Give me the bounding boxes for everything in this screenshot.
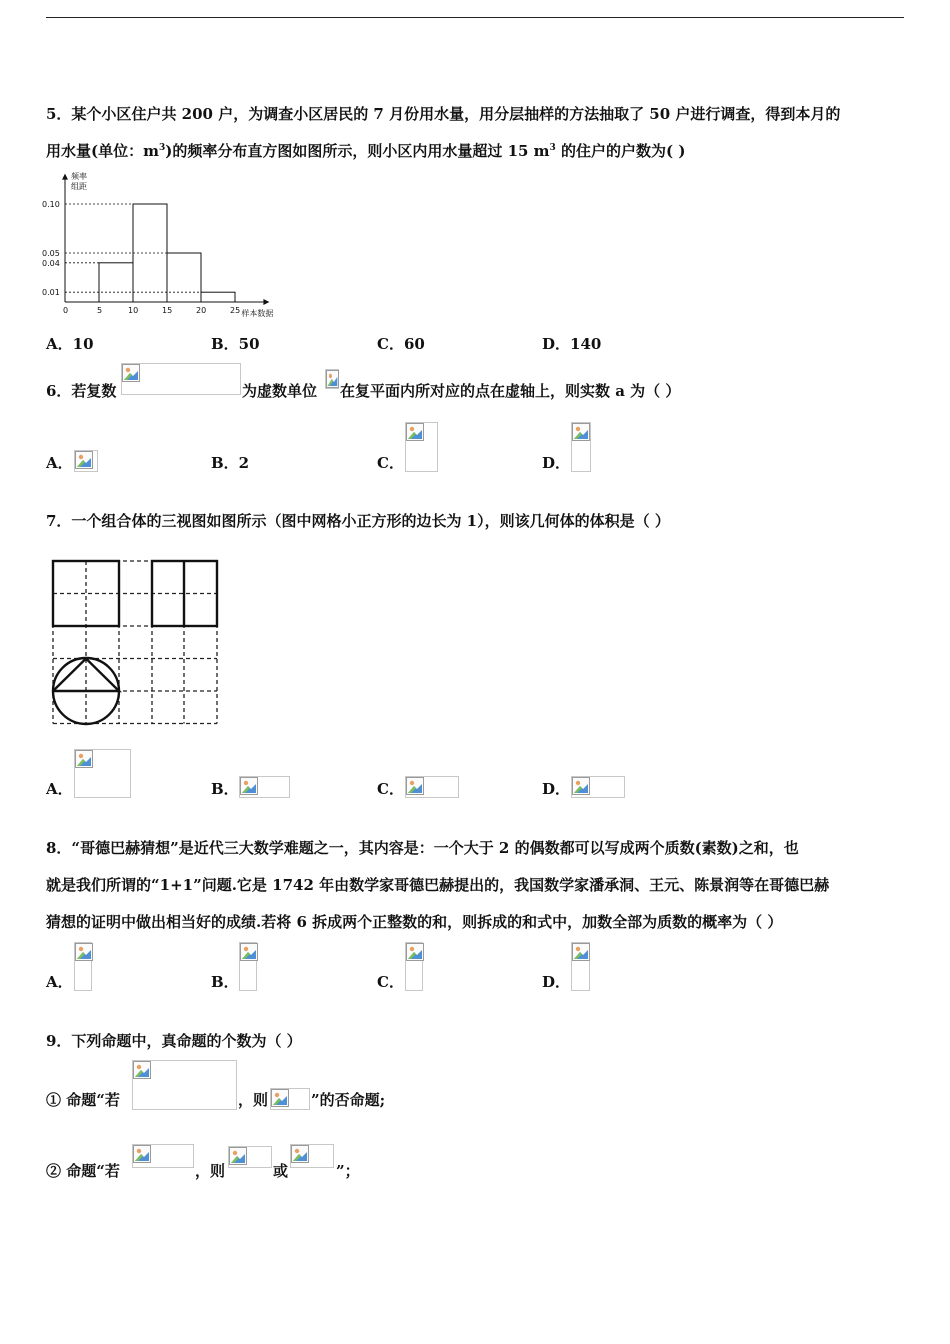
broken-image-icon — [122, 364, 140, 382]
broken-image-icon — [75, 451, 93, 469]
q5-option-a[interactable]: A．10 — [46, 335, 94, 353]
x-tick-label: 5 — [97, 306, 103, 315]
y-axis-label: 频率 — [71, 172, 87, 181]
q6-part3: 在复平面内所对应的点在虚轴上，则实数 a 为（ ） — [340, 382, 681, 400]
broken-image-icon — [133, 1061, 151, 1079]
q9-item2-part-c: 或 — [273, 1162, 289, 1180]
broken-image-icon — [291, 1145, 309, 1163]
q8-line3: 猜想的证明中做出相当好的成绩.若将 6 拆成两个正整数的和，则拆成的和式中，加数全部为质数的概率为（ ） — [46, 913, 783, 931]
x-tick-label: 0 — [63, 306, 69, 315]
broken-image-icon — [406, 423, 424, 441]
broken-image-icon — [572, 423, 590, 441]
q7-option-c-image — [405, 776, 459, 798]
q6-part1: 6．若复数 — [46, 382, 117, 400]
broken-image-icon — [271, 1089, 289, 1107]
q5-option-b[interactable]: B．50 — [211, 335, 260, 353]
q6-complex-number-image — [121, 363, 241, 395]
histogram-bar — [167, 253, 201, 302]
q5-line2-part-c: 的住户的户数为( ) — [555, 142, 686, 160]
histogram-labels — [42, 171, 273, 318]
histogram-bar — [99, 263, 133, 302]
q5-option-c[interactable]: C．60 — [377, 335, 425, 353]
q8-option-a-image — [74, 942, 92, 991]
broken-image-icon — [572, 777, 590, 795]
q6-imaginary-unit-image — [325, 369, 339, 389]
histogram-axes — [62, 174, 269, 305]
q8-option-c[interactable]: C． — [377, 973, 404, 991]
q9-item2-part-b: ，则 — [195, 1162, 226, 1180]
broken-image-icon — [326, 370, 339, 388]
q5-line2 — [46, 140, 685, 161]
q7-option-b-image — [239, 776, 290, 798]
q8-option-d[interactable]: D． — [542, 973, 571, 991]
broken-image-icon — [572, 943, 590, 961]
q8-option-c-image — [405, 942, 423, 991]
y-axis-label: 组距 — [71, 182, 87, 191]
x-axis-label: 样本数据 — [241, 309, 274, 318]
x-tick-label: 25 — [230, 306, 241, 315]
q8-option-b[interactable]: B． — [211, 973, 239, 991]
q8-option-d-image — [571, 942, 590, 991]
q8-option-a[interactable]: A． — [46, 973, 73, 991]
q7-option-b[interactable]: B． — [211, 780, 239, 798]
grid-dashed-lines — [53, 561, 217, 724]
q7-text: 7．一个组合体的三视图如图所示（图中网格小正方形的边长为 1），则该几何体的体积是（ ） — [46, 512, 670, 530]
q5-line2-part-b: )的频率分布直方图如图所示，则小区内用水量超过 15 m — [165, 142, 550, 160]
q9-item2-part-a: ② 命题“若 — [46, 1162, 120, 1180]
q5-line1: 5．某个小区住户共 200 户，为调查小区居民的 7 月份用水量，用分层抽样的方法抽取了 50 户进行调查，得到本月的 — [46, 105, 841, 123]
q8-line2: 就是我们所谓的“1+1”问题.它是 1742 年由数学家哥德巴赫提出的，我国数学家潘承洞、王元、陈景润等在哥德巴赫 — [46, 876, 830, 894]
q9-item1-conclusion-image — [270, 1088, 310, 1110]
y-tick-label: 0.10 — [42, 200, 60, 209]
q6-part2: 为虚数单位 — [242, 382, 318, 400]
x-tick-label: 20 — [196, 306, 207, 315]
x-tick-label: 15 — [162, 306, 173, 315]
q6-option-a-image — [74, 450, 98, 472]
broken-image-icon — [75, 943, 93, 961]
q7-option-c[interactable]: C． — [377, 780, 404, 798]
y-axis-arrow — [62, 174, 68, 180]
y-tick-label: 0.04 — [42, 258, 60, 268]
q7-option-d[interactable]: D． — [542, 780, 571, 798]
broken-image-icon — [406, 943, 424, 961]
broken-image-icon — [75, 750, 93, 768]
broken-image-icon — [229, 1147, 247, 1165]
q9-item1-part-b: ，则 — [238, 1091, 269, 1109]
y-tick-label: 0.05 — [42, 249, 60, 258]
q9-item1-part-c: ”的否命题; — [311, 1091, 386, 1109]
frequency-histogram — [40, 170, 300, 322]
q9-item2-part-d: ”； — [336, 1162, 360, 1180]
broken-image-icon — [240, 777, 258, 795]
q7-option-d-image — [571, 776, 625, 798]
q5-line2-part-a: 用水量(单位：m — [46, 142, 159, 160]
q5-unit-exponent: 3 — [158, 143, 166, 153]
q9-item2-conclusion1-image — [228, 1146, 272, 1168]
three-view-diagram — [50, 558, 222, 730]
q8-option-b-image — [239, 942, 257, 991]
header-rule — [46, 17, 904, 18]
broken-image-icon — [406, 777, 424, 795]
x-tick-label: 10 — [128, 306, 139, 315]
q9-item2-conclusion2-image — [290, 1144, 334, 1168]
q7-option-a-image — [74, 749, 131, 798]
histogram-bar — [201, 292, 235, 302]
q6-option-c-image — [405, 422, 438, 472]
view-outlines — [53, 561, 217, 724]
q9-item2-condition-image — [132, 1144, 194, 1168]
q9-text: 9．下列命题中，真命题的个数为（ ） — [46, 1032, 302, 1050]
q5-option-d[interactable]: D．140 — [542, 335, 602, 353]
histogram-bars — [99, 204, 235, 302]
q6-option-a[interactable]: A． — [46, 454, 73, 472]
y-tick-label: 0.01 — [42, 288, 60, 298]
q7-option-a[interactable]: A． — [46, 780, 73, 798]
q6-option-d-image — [571, 422, 591, 472]
q6-option-c[interactable]: C． — [377, 454, 404, 472]
q9-item1-part-a: ① 命题“若 — [46, 1091, 120, 1109]
q6-option-b[interactable]: B．2 — [211, 454, 250, 472]
q6-option-d[interactable]: D． — [542, 454, 571, 472]
x-axis-arrow — [263, 299, 269, 305]
q9-item1-condition-image — [132, 1060, 237, 1110]
q5-unit-exponent-2: 3 — [549, 143, 556, 153]
broken-image-icon — [240, 943, 258, 961]
q8-line1: 8．“哥德巴赫猜想”是近代三大数学难题之一，其内容是：一个大于 2 的偶数都可以写成两个质数(素数)之和，也 — [46, 839, 799, 857]
broken-image-icon — [133, 1145, 151, 1163]
